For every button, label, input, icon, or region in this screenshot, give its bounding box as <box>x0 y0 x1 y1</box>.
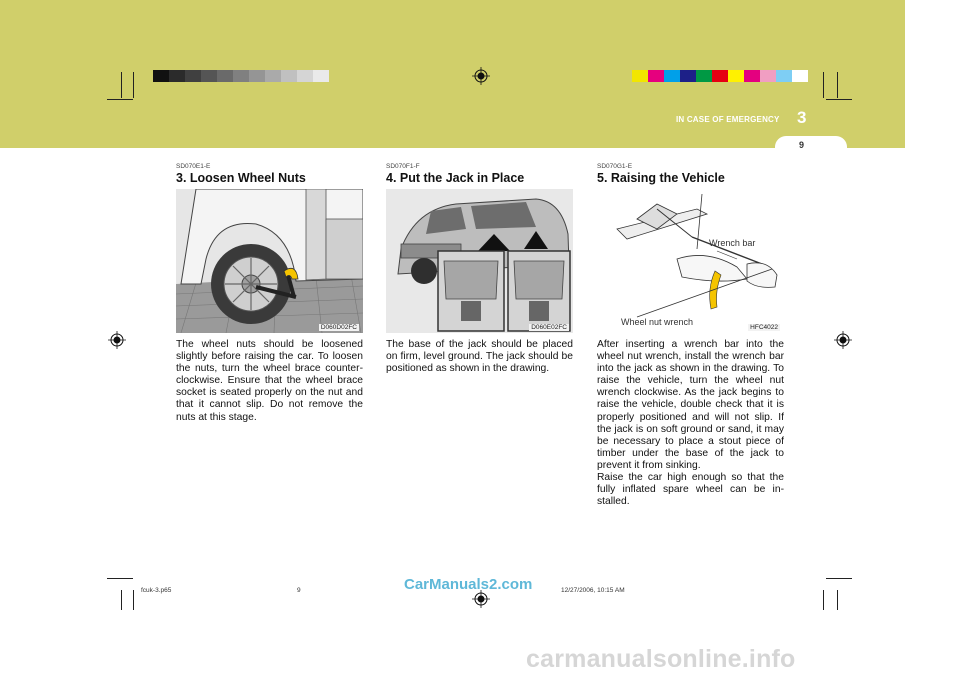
color-swatch <box>712 70 728 82</box>
crop-mark <box>826 578 852 579</box>
registration-mark-icon <box>834 331 852 349</box>
color-swatch <box>185 70 201 82</box>
section-title: 3. Loosen Wheel Nuts <box>176 171 306 185</box>
site-watermark: carmanualsonline.info <box>526 645 796 673</box>
crop-mark <box>133 590 134 610</box>
color-calibration-bar <box>632 70 808 82</box>
grayscale-calibration-bar <box>153 70 329 82</box>
color-swatch <box>648 70 664 82</box>
figure-raising-vehicle <box>597 189 784 333</box>
footer-timestamp: 12/27/2006, 10:15 AM <box>561 587 625 594</box>
figure-code: D060E02FC <box>531 324 567 331</box>
color-swatch <box>265 70 281 82</box>
callout-wrench-bar: Wrench bar <box>709 238 756 248</box>
footer-file: fcuk-3.p65 <box>141 587 172 594</box>
color-swatch <box>760 70 776 82</box>
page-number: 9 <box>799 140 805 150</box>
figure-code: HFC4022 <box>750 324 778 331</box>
header-side-strip <box>905 0 960 148</box>
crop-mark <box>133 72 134 98</box>
crop-mark <box>826 99 852 100</box>
color-swatch <box>313 70 329 82</box>
section-code: SD070G1-E <box>597 163 633 170</box>
wheel-brace-illustration <box>176 189 363 333</box>
callout-wheel-nut-wrench: Wheel nut wrench <box>621 317 694 327</box>
color-swatch <box>728 70 744 82</box>
section-title: 4. Put the Jack in Place <box>386 171 525 185</box>
crop-mark <box>121 590 122 610</box>
color-swatch <box>297 70 313 82</box>
color-swatch <box>281 70 297 82</box>
crop-mark <box>107 99 133 100</box>
chapter-title: IN CASE OF EMERGENCY <box>676 115 780 124</box>
crop-mark <box>121 72 122 98</box>
section-body-text: The base of the jack should be placed on firm, level ground. The jack should be positioned as shown in the drawing. <box>386 339 573 375</box>
figure-code: D060D02FC <box>320 324 357 331</box>
registration-mark-icon <box>108 331 126 349</box>
color-swatch <box>249 70 265 82</box>
color-swatch <box>792 70 808 82</box>
jack-raising-illustration <box>597 189 784 333</box>
registration-mark-icon <box>472 67 490 85</box>
jack-position-illustration <box>386 189 573 333</box>
section-loosen-wheel-nuts <box>176 163 366 424</box>
footer-page: 9 <box>297 587 301 594</box>
color-swatch <box>664 70 680 82</box>
color-swatch <box>201 70 217 82</box>
crop-mark <box>823 590 824 610</box>
section-body-text: The wheel nuts should be loosened slightly before raising the car. To loosen the nuts, turn the wheel brace counter-clockwise. Ensure that the wheel brace socket is seated properly on the nut and that it cannot slip. Do not remove the nuts at this stage. <box>176 339 363 423</box>
color-swatch <box>217 70 233 82</box>
section-code: SD070E1-E <box>176 163 211 170</box>
figure-loosen-wheel-nuts <box>176 189 363 333</box>
crop-mark <box>837 590 838 610</box>
section-title: 5. Raising the Vehicle <box>597 171 725 185</box>
color-swatch <box>632 70 648 82</box>
color-swatch <box>153 70 169 82</box>
color-swatch <box>680 70 696 82</box>
color-swatch <box>233 70 249 82</box>
section-raising-vehicle <box>597 163 787 508</box>
chapter-number: 3 <box>797 108 807 127</box>
page-tab <box>775 136 847 158</box>
crop-mark <box>837 72 838 98</box>
color-swatch <box>696 70 712 82</box>
watermark-link[interactable]: CarManuals2.com <box>404 576 533 593</box>
crop-mark <box>107 578 133 579</box>
color-swatch <box>744 70 760 82</box>
crop-mark <box>823 72 824 98</box>
figure-jack-position <box>386 189 573 333</box>
section-put-jack-in-place <box>386 163 576 375</box>
section-body-text: After inserting a wrench bar into the wheel nut wrench, install the wrench bar into the jack as shown in the drawing. To raise the vehicle, turn the wheel nut wrench clockwise. As the jack begins to raise the vehicle, double check that it is properly positioned and will not slip. If the jack is on soft ground or sand, it may be necessary to place a stout piece of timber under the base of the jack to prevent it from sinking. Raise the car high enough so that the fully inflated spare wheel can be in-stalled. <box>597 339 784 508</box>
section-code: SD070F1-F <box>386 163 420 170</box>
color-swatch <box>776 70 792 82</box>
color-swatch <box>169 70 185 82</box>
